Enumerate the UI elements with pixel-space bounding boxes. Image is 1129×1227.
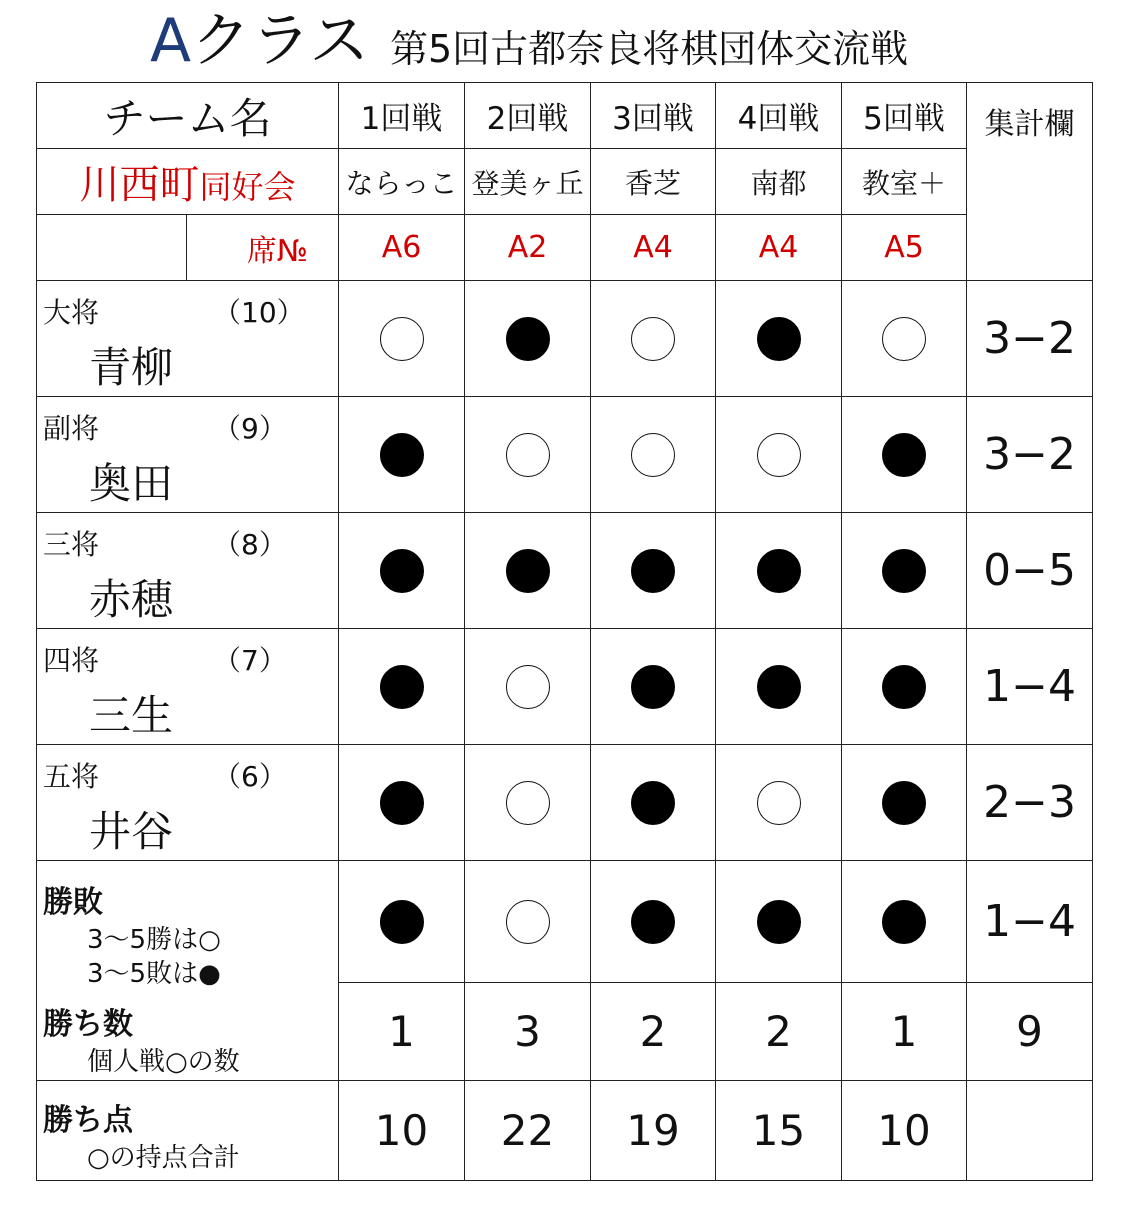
player-cell — [37, 513, 339, 629]
round-header: 2回戦 — [465, 83, 591, 149]
points-value: 15 — [716, 1081, 842, 1181]
aggregate-header: 集計欄 — [967, 83, 1093, 281]
loss-circle-icon — [380, 549, 424, 593]
player-rank: （10） — [213, 296, 305, 329]
result-cell — [465, 861, 591, 983]
result-cell — [842, 513, 967, 629]
team-score: 1−4 — [967, 861, 1093, 983]
wins-count: 3 — [465, 983, 591, 1081]
loss-circle-icon — [757, 549, 801, 593]
win-circle-icon — [631, 317, 675, 361]
opponent-name: 香芝 — [591, 149, 716, 215]
win-circle-icon — [506, 781, 550, 825]
points-value: 22 — [465, 1081, 591, 1181]
result-cell — [716, 629, 842, 745]
round-header: 5回戦 — [842, 83, 967, 149]
player-name: 青柳 — [89, 343, 174, 392]
win-circle-icon — [631, 433, 675, 477]
player-score: 1−4 — [967, 629, 1093, 745]
event-title: 第5回古都奈良将棋団体交流戦 — [390, 27, 909, 71]
loss-circle-icon — [506, 317, 550, 361]
player-rank: （7） — [213, 644, 287, 677]
wins-note: 個人戦○の数 — [87, 1047, 240, 1077]
loss-circle-icon — [882, 433, 926, 477]
result-cell — [716, 861, 842, 983]
results-table — [36, 82, 1093, 1181]
result-cell — [339, 629, 465, 745]
player-cell — [37, 397, 339, 513]
loss-circle-icon — [380, 433, 424, 477]
opponent-name: ならっこ — [339, 149, 465, 215]
result-cell — [716, 281, 842, 397]
result-cell — [591, 629, 716, 745]
player-rank: （9） — [213, 412, 287, 445]
player-name: 赤穂 — [89, 575, 174, 624]
loss-circle-icon — [882, 900, 926, 944]
win-circle-icon — [506, 665, 550, 709]
result-cell — [591, 861, 716, 983]
team-name — [37, 149, 339, 215]
seat-number: A4 — [716, 215, 842, 281]
result-cell — [842, 745, 967, 861]
class-title — [150, 6, 369, 76]
result-cell — [339, 281, 465, 397]
result-summary-label — [37, 861, 339, 1081]
points-note: ○の持点合計 — [87, 1143, 240, 1173]
win-circle-icon — [757, 433, 801, 477]
result-cell — [339, 745, 465, 861]
result-cell — [591, 745, 716, 861]
wins-count: 1 — [842, 983, 967, 1081]
result-cell — [339, 397, 465, 513]
player-name: 井谷 — [89, 807, 174, 856]
player-score: 2−3 — [967, 745, 1093, 861]
player-row — [37, 629, 1093, 745]
player-position: 大将 — [43, 296, 100, 329]
points-total — [967, 1081, 1093, 1181]
loss-circle-icon — [882, 781, 926, 825]
loss-circle-icon — [631, 781, 675, 825]
round-header: 4回戦 — [716, 83, 842, 149]
result-cell — [591, 513, 716, 629]
player-row — [37, 513, 1093, 629]
loss-circle-icon — [882, 665, 926, 709]
seat-number: A5 — [842, 215, 967, 281]
loss-circle-icon — [882, 549, 926, 593]
loss-circle-icon — [380, 781, 424, 825]
result-cell — [465, 281, 591, 397]
loss-circle-icon — [380, 665, 424, 709]
header-row — [37, 83, 1093, 149]
result-cell — [465, 745, 591, 861]
round-header: 1回戦 — [339, 83, 465, 149]
player-cell — [37, 281, 339, 397]
result-cell — [339, 513, 465, 629]
result-cell — [716, 745, 842, 861]
loss-circle-icon — [631, 665, 675, 709]
win-circle-icon — [380, 317, 424, 361]
result-cell — [842, 281, 967, 397]
team-label: チーム名 — [37, 83, 339, 149]
team-row — [37, 149, 1093, 215]
player-score: 0−5 — [967, 513, 1093, 629]
loss-circle-icon — [757, 900, 801, 944]
player-rank: （6） — [213, 760, 287, 793]
win-circle-icon — [882, 317, 926, 361]
opponent-name: 教室＋ — [842, 149, 967, 215]
seat-number: A6 — [339, 215, 465, 281]
player-row — [37, 745, 1093, 861]
round-header: 3回戦 — [591, 83, 716, 149]
result-cell — [465, 629, 591, 745]
seat-number: A2 — [465, 215, 591, 281]
wins-count: 2 — [716, 983, 842, 1081]
result-cell — [591, 281, 716, 397]
win-circle-icon — [506, 900, 550, 944]
points-row — [37, 1081, 1093, 1181]
player-cell — [37, 629, 339, 745]
win-circle-icon — [757, 781, 801, 825]
loss-circle-icon — [506, 549, 550, 593]
result-title: 勝敗 — [43, 885, 103, 920]
result-cell — [842, 629, 967, 745]
player-rank: （8） — [213, 528, 287, 561]
win-circle-icon — [506, 433, 550, 477]
result-cell — [716, 513, 842, 629]
player-row — [37, 281, 1093, 397]
points-label — [37, 1081, 339, 1181]
result-cell — [716, 397, 842, 513]
points-title: 勝ち点 — [43, 1103, 133, 1138]
player-position: 三将 — [43, 528, 100, 561]
result-cell — [465, 513, 591, 629]
team-name-suffix: 同好会 — [199, 168, 296, 206]
class-word: クラス — [191, 6, 370, 76]
opponent-name: 南都 — [716, 149, 842, 215]
result-note: 3〜5敗は● — [87, 959, 221, 989]
player-position: 四将 — [43, 644, 100, 677]
result-cell — [339, 861, 465, 983]
loss-circle-icon — [631, 549, 675, 593]
player-row — [37, 397, 1093, 513]
seat-label: 席№ — [187, 215, 339, 281]
points-value: 10 — [842, 1081, 967, 1181]
player-score: 3−2 — [967, 281, 1093, 397]
seat-number: A4 — [591, 215, 716, 281]
loss-circle-icon — [757, 317, 801, 361]
loss-circle-icon — [631, 900, 675, 944]
class-letter: A — [150, 6, 192, 76]
result-cell — [842, 861, 967, 983]
wins-count: 1 — [339, 983, 465, 1081]
result-cell — [465, 397, 591, 513]
team-result-row — [37, 861, 1093, 983]
wins-title: 勝ち数 — [43, 1007, 133, 1042]
seat-blank — [37, 215, 187, 281]
points-value: 10 — [339, 1081, 465, 1181]
player-score: 3−2 — [967, 397, 1093, 513]
opponent-name: 登美ヶ丘 — [465, 149, 591, 215]
points-value: 19 — [591, 1081, 716, 1181]
player-name: 奥田 — [89, 459, 174, 508]
title-row — [0, 0, 1129, 82]
wins-total: 9 — [967, 983, 1093, 1081]
result-cell — [842, 397, 967, 513]
player-position: 副将 — [43, 412, 100, 445]
result-note: 3〜5勝は○ — [87, 925, 221, 955]
player-position: 五将 — [43, 760, 100, 793]
player-cell — [37, 745, 339, 861]
loss-circle-icon — [757, 665, 801, 709]
seat-row — [37, 215, 1093, 281]
team-name-main: 川西町 — [79, 162, 200, 208]
result-cell — [591, 397, 716, 513]
loss-circle-icon — [380, 900, 424, 944]
player-name: 三生 — [89, 691, 174, 740]
wins-count: 2 — [591, 983, 716, 1081]
